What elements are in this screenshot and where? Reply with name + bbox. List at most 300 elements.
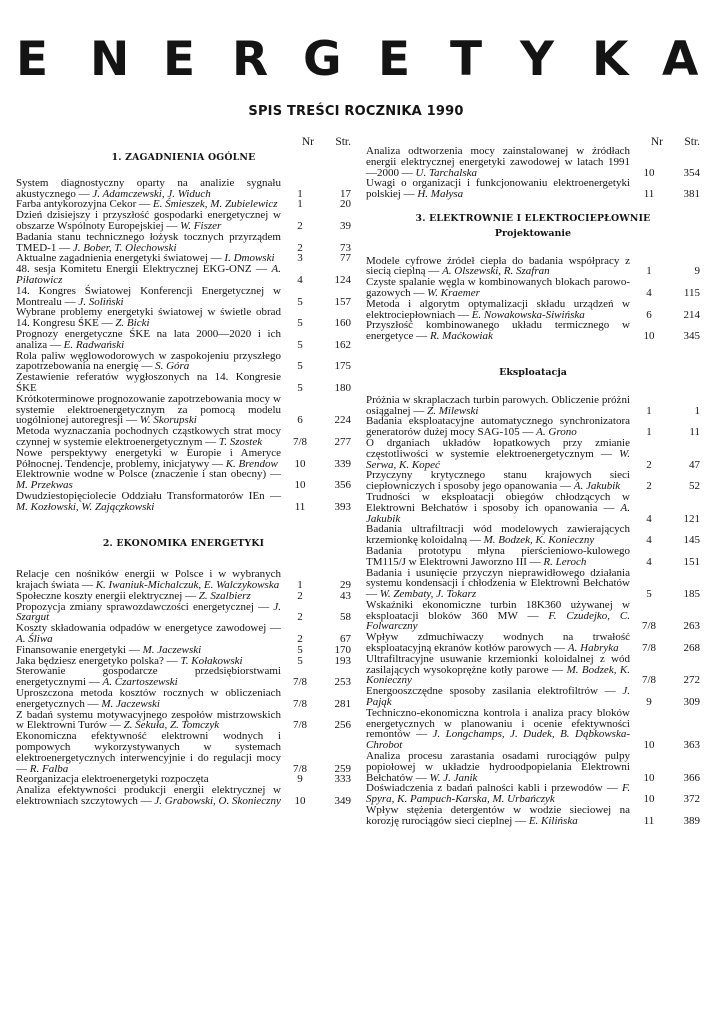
entry-title: Metoda wyznaczania pochodnych cząstkowych strat mocy czynnej w systemie elektroenergetycznym — <box>16 425 281 448</box>
entry-page-number: 11 <box>689 426 700 439</box>
toc-left-column <box>16 134 351 807</box>
entry-text <box>366 568 630 600</box>
entry-title: Dzień dzisiejszy i przyszłość gospodarki energetycznej w obszarze Wspólnoty Europejskiej — <box>16 209 281 232</box>
entry-issue-number: 4 <box>646 512 652 525</box>
entry-issue-number: 5 <box>297 381 303 394</box>
entry-page-number: 1 <box>694 404 700 417</box>
entry-title: Krótkoterminowe prognozowanie zapotrzebowania mocy w systemie elektroenergetycznym za pomocą modelu uogólnionej autoregresji — <box>16 392 281 427</box>
entry-issue-number: 10 <box>643 330 655 343</box>
entry-text <box>366 416 630 438</box>
toc-entry <box>16 210 351 232</box>
toc-entry <box>366 146 700 178</box>
entry-text <box>366 546 630 568</box>
page-subtitle: SPIS TREŚCI ROCZNIKA 1990 <box>248 104 464 119</box>
entry-authors: T. Szostek <box>218 435 263 448</box>
entry-authors: W. Kraemer <box>427 286 480 299</box>
entry-title: Techniczno-ekonomiczna kontrola i analiza pracy bloków energetycznych w planowaniu i ocenie efektywności remontów — <box>366 706 630 741</box>
entry-authors: J. Pająk <box>366 685 630 709</box>
toc-entry <box>366 277 700 299</box>
entry-page-number: 9 <box>694 265 700 278</box>
entry-text <box>366 686 630 708</box>
toc-entry <box>16 329 351 351</box>
entry-title: Ekonomiczna efektywność elektrowni wodnych i pompowych wykorzystywanych w systemach elektroenergetycznych interwencyjnie i do regulacji mocy — <box>16 730 281 775</box>
toc-entry <box>16 232 351 254</box>
entry-page-number: 170 <box>334 643 351 656</box>
masthead-letter: K <box>592 32 629 87</box>
toc-entry <box>16 426 351 448</box>
entry-title: Farba antykorozyjna Cekor — <box>16 198 153 211</box>
entry-text <box>366 438 630 470</box>
entry-title: Nowe perspektywy energetyki w Europie i Ameryce Północnej. Tendencje, problemy, inicjatywy — <box>16 446 281 470</box>
entry-title: Rola paliw węglowodorowych w zaspokojeniu przyszłego zapotrzebowania na energię — <box>16 349 281 373</box>
entry-text <box>366 632 630 654</box>
entry-text <box>16 178 281 200</box>
toc-left-list <box>16 153 351 807</box>
entry-page-number: 29 <box>340 579 351 592</box>
entry-page-number: 39 <box>340 219 351 232</box>
entry-title: 48. sesja Komitetu Energii Elektrycznej EKG-ONZ — <box>16 263 272 276</box>
toc-entry <box>366 320 700 342</box>
entry-page-number: 193 <box>334 654 351 667</box>
entry-page-number: 180 <box>334 381 351 394</box>
entry-text <box>16 623 281 645</box>
entry-authors: A. Jakubik <box>573 480 621 493</box>
masthead-letter: E <box>16 32 49 87</box>
toc-entry <box>366 395 700 417</box>
entry-page-number: 339 <box>334 457 351 470</box>
entry-authors: I. Dmowski <box>224 252 275 265</box>
entry-title: Aktualne zagadnienia energetyki światowej — <box>16 252 225 265</box>
column-header-nr: Nr <box>301 136 314 148</box>
entry-title: Modele cyfrowe źródeł ciepła do badania współpracy z siecią cieplną — <box>366 254 630 278</box>
entry-title: Koszty składowania odpadów w energetyce zawodowej — <box>16 622 281 635</box>
entry-authors: E. Kilińska <box>528 814 578 827</box>
entry-page-number: 349 <box>334 795 351 808</box>
entry-text <box>366 708 630 751</box>
entry-text <box>16 307 281 329</box>
entry-issue-number: 10 <box>643 166 655 179</box>
entry-issue-number: 5 <box>297 643 303 656</box>
entry-text <box>16 232 281 254</box>
entry-text <box>16 210 281 232</box>
entry-text <box>16 666 281 688</box>
entry-text <box>16 372 281 394</box>
entry-text <box>16 329 281 351</box>
entry-title: Doświadczenia z badań palności kabli i przewodów — <box>366 782 622 795</box>
entry-page-number: 354 <box>683 166 700 179</box>
entry-authors: W. Serwa, K. Kopeć <box>366 447 630 471</box>
section-heading: 1. ZAGADNIENIA OGÓLNE <box>111 152 256 163</box>
entry-authors: E. Radwański <box>63 338 125 351</box>
entry-title: Zestawienie referatów wygłoszonych na 14. Kongresie ŚKE <box>16 371 281 394</box>
entry-authors: W. Skorupski <box>139 414 197 427</box>
entry-page-number: 58 <box>340 611 351 624</box>
entry-text <box>16 394 281 426</box>
entry-page-number: 17 <box>340 187 351 200</box>
entry-title: Energooszczędne sposoby zasilania elektrofiltrów — <box>366 685 623 698</box>
entry-authors: S. Góra <box>155 360 190 373</box>
toc-entry <box>366 783 700 805</box>
entry-issue-number: 6 <box>297 414 303 427</box>
entry-page-number: 157 <box>334 295 351 308</box>
toc-entry <box>16 307 351 329</box>
entry-title: Jaka będziesz energetyko polska? — <box>16 654 181 667</box>
entry-issue-number: 2 <box>646 480 652 493</box>
toc-entry <box>16 448 351 470</box>
entry-issue-number: 7/8 <box>292 435 308 448</box>
toc-entry <box>366 654 700 686</box>
entry-text <box>16 688 281 710</box>
entry-authors: F. Czudejko, C. Folwarczny <box>366 609 631 633</box>
entry-authors: A. Olszewski, R. Szafran <box>442 265 550 278</box>
entry-issue-number: 4 <box>297 273 303 286</box>
entry-text <box>366 654 630 686</box>
entry-issue-number: 7/8 <box>292 719 308 732</box>
entry-issue-number: 6 <box>646 308 652 321</box>
entry-authors: W. Fiszer <box>180 219 222 232</box>
entry-issue-number: 1 <box>646 426 652 439</box>
toc-entry <box>366 568 700 600</box>
entry-text <box>366 492 630 524</box>
entry-page-number: 77 <box>340 252 351 265</box>
toc-entry <box>366 546 700 568</box>
entry-authors: J. Adamczewski, J. Widuch <box>92 187 211 200</box>
entry-authors: A. Habryka <box>567 642 619 655</box>
toc-entry <box>16 491 351 513</box>
entry-text <box>16 469 281 491</box>
entry-page-number: 160 <box>334 317 351 330</box>
entry-issue-number: 5 <box>297 317 303 330</box>
entry-page-number: 151 <box>683 555 700 568</box>
entry-text <box>16 351 281 373</box>
entry-title: Wskaźniki ekonomiczne turbin 18K360 używanej w eksploatacji bloków 360 MW — <box>366 598 630 622</box>
toc-entry <box>366 178 700 200</box>
journal-masthead <box>0 32 712 88</box>
entry-title: Relacje cen nośników energii w Polsce i w wybranych krajach świata — <box>16 568 281 592</box>
entry-page-number: 372 <box>683 793 700 806</box>
entry-text <box>366 751 630 783</box>
entry-issue-number: 1 <box>297 187 303 200</box>
entry-authors: Z. Szalbierz <box>198 589 251 602</box>
toc-entry <box>16 569 351 591</box>
entry-authors: A. Czartoszewski <box>102 676 178 689</box>
entry-text <box>16 286 281 308</box>
toc-entry <box>366 524 700 546</box>
entry-title: Propozycja zmiany sprawozdawczości energetycznej — <box>16 600 274 613</box>
entry-page-number: 121 <box>683 512 700 525</box>
entry-text <box>16 491 281 513</box>
entry-authors: J. Longchamps, J. Dudek, B. Dąbkowska-Chrobot <box>366 728 630 752</box>
entry-page-number: 67 <box>340 633 351 646</box>
entry-issue-number: 2 <box>297 219 303 232</box>
entry-text <box>366 600 630 632</box>
toc-entry <box>366 470 700 492</box>
entry-authors: J. Grabowski, O. Skonieczny <box>154 795 281 808</box>
entry-title: System diagnostyczny oparty na analizie sygnału akustycznego — <box>16 176 281 200</box>
entry-page-number: 124 <box>334 273 351 286</box>
section-heading: 2. EKONOMIKA ENERGETYKI <box>102 537 265 549</box>
entry-page-number: 115 <box>683 286 700 299</box>
entry-page-number: 224 <box>334 414 351 427</box>
entry-title: Wybrane problemy energetyki światowej w świetle obrad 14. Kongresu ŚKE — <box>16 306 281 330</box>
subsection-heading: Eksploatacja <box>499 366 567 378</box>
entry-title: Prognozy energetyczne ŚKE na lata 2000—2020 i ich analiza — <box>16 327 281 351</box>
toc-entry <box>16 688 351 710</box>
column-header <box>16 134 351 146</box>
entry-issue-number: 4 <box>646 286 652 299</box>
masthead-letter: E <box>378 32 411 87</box>
entry-issue-number: 11 <box>294 500 306 513</box>
entry-issue-number: 10 <box>294 795 306 808</box>
entry-title: Finansowanie energetyki — <box>16 643 143 656</box>
entry-text <box>366 783 630 805</box>
entry-page-number: 356 <box>334 479 351 492</box>
entry-title: Uproszczona metoda kosztów rocznych w obliczeniach energetycznych — <box>16 687 281 710</box>
entry-authors: M. Bodzek, K. Konieczny <box>366 663 630 687</box>
entry-issue-number: 11 <box>643 188 655 201</box>
entry-issue-number: 7/8 <box>292 676 308 689</box>
entry-page-number: 52 <box>689 480 700 493</box>
toc-right-list <box>366 146 700 827</box>
entry-authors: M. Kozłowski, W. Zając̨zkowski <box>16 500 155 513</box>
entry-issue-number: 7/8 <box>292 762 308 775</box>
entry-title: Badania prototypu młyna pierścieniowo-kulowego TM115/J w Elektrowni Jaworzno III — <box>366 544 630 568</box>
entry-issue-number: 4 <box>646 555 652 568</box>
entry-authors: F. Spyra, K. Pampuch-Karska, M. Urbańczyk <box>366 782 630 806</box>
entry-page-number: 393 <box>334 500 351 513</box>
entry-issue-number: 1 <box>297 579 303 592</box>
entry-text <box>16 264 281 286</box>
entry-text <box>366 178 630 200</box>
entry-title: Metoda i algorytm optymalizacji składu urządzeń w elektrociepłowniach — <box>366 297 630 321</box>
entry-text <box>16 602 281 624</box>
entry-authors: W. J. Janik <box>429 771 478 784</box>
entry-issue-number: 10 <box>294 457 306 470</box>
entry-issue-number: 11 <box>643 814 655 827</box>
entry-issue-number: 10 <box>643 771 655 784</box>
entry-authors: J. Soliński <box>78 295 124 308</box>
entry-text <box>366 524 630 546</box>
entry-text <box>366 277 630 299</box>
entry-title: Przyczyny krytycznego stanu krajowych sieci ciepłowniczych i sposoby jego opanowania — <box>366 469 630 493</box>
entry-page-number: 256 <box>334 719 351 732</box>
entry-issue-number: 5 <box>297 295 303 308</box>
entry-text <box>366 470 630 492</box>
entry-authors: J. Szargut <box>16 600 281 624</box>
masthead-letter: T <box>450 32 483 87</box>
entry-authors: H. Małysa <box>417 188 464 201</box>
entry-page-number: 214 <box>683 308 700 321</box>
masthead-letter: N <box>90 32 130 87</box>
entry-issue-number: 7/8 <box>641 620 657 633</box>
entry-title: Badania stanu technicznego łożysk tocznych przyrządem TMED-1 — <box>16 230 281 254</box>
entry-title: Analiza odtworzenia mocy zainstalowanej w źródłach energii elektrycznej energetyki zawodowej w latach 1991—2000 — <box>366 145 630 179</box>
entry-issue-number: 5 <box>646 588 652 601</box>
entry-title: Elektrownie wodne w Polsce (znaczenie i stan obecny) — <box>16 468 281 481</box>
entry-title: Badania eksploatacyjne automatycznego synchronizatora generatorów dużej mocy SAG-105 — <box>366 415 630 439</box>
entry-text <box>366 256 630 278</box>
entry-authors: Z. Bicki <box>115 317 150 330</box>
toc-entry <box>366 416 700 438</box>
column-header-str: Str. <box>335 136 351 148</box>
entry-issue-number: 5 <box>297 338 303 351</box>
masthead-letter: E <box>163 32 196 87</box>
masthead-letter: R <box>232 32 269 87</box>
entry-title: Ultrafiltracyjne usuwanie krzemionki koloidalnej z wód zasilających wysokoprężne kotły parowe — <box>366 652 630 676</box>
toc-entry <box>16 469 351 491</box>
entry-issue-number: 5 <box>297 654 303 667</box>
entry-page-number: 272 <box>683 674 700 687</box>
entry-title: Sterowanie gospodarcze przedsiębiorstwami energetycznymi — <box>16 665 281 689</box>
entry-text <box>16 731 281 774</box>
section-heading: 3. ELEKTROWNIE I ELEKTROCIEPŁOWNIE <box>415 212 651 224</box>
entry-title: Wpływ zdmuchiwaczy wodnych na trwałość eksploatacyjną ekranów kotłów parowych — <box>366 631 630 655</box>
entry-title: Dwudziestopięciolecie Oddziału Transformatorów IEn — <box>16 489 281 502</box>
entry-page-number: 389 <box>683 814 700 827</box>
entry-authors: E. Nowakowska-Siwińska <box>471 308 585 321</box>
entry-page-number: 253 <box>334 676 351 689</box>
entry-issue-number: 4 <box>646 534 652 547</box>
toc-entry <box>366 708 700 751</box>
entry-issue-number: 10 <box>643 793 655 806</box>
entry-authors: T. Kołakowski <box>180 654 243 667</box>
entry-issue-number: 1 <box>646 404 652 417</box>
entry-issue-number: 9 <box>297 773 303 786</box>
entry-authors: J. Bober, T. Olechowski <box>72 241 177 254</box>
entry-title: Z badań systemu motywacyjnego zespołów mistrzowskich w Elektrowni Turów — <box>16 708 281 732</box>
entry-page-number: 381 <box>683 188 700 201</box>
toc-entry <box>16 178 351 200</box>
entry-authors: Z. Milewski <box>427 404 479 417</box>
toc-entry <box>16 666 351 688</box>
entry-page-number: 333 <box>334 773 351 786</box>
entry-authors: K. Brendow <box>225 457 278 470</box>
entry-title: Społeczne koszty energii elektrycznej — <box>16 589 199 602</box>
subsection-heading: Projektowanie <box>494 227 572 239</box>
toc-entry <box>16 731 351 774</box>
entry-text <box>16 426 281 448</box>
entry-page-number: 20 <box>340 198 351 211</box>
entry-page-number: 345 <box>683 330 700 343</box>
toc-entry <box>16 286 351 308</box>
entry-authors: A. Śliwa <box>16 633 53 646</box>
entry-text <box>16 710 281 732</box>
toc-right-column <box>366 134 700 827</box>
entry-authors: R. Falba <box>29 762 69 775</box>
toc-entry <box>16 372 351 394</box>
entry-issue-number: 2 <box>646 458 652 471</box>
toc-entry <box>16 394 351 426</box>
entry-page-number: 145 <box>683 534 700 547</box>
entry-text <box>366 805 630 827</box>
toc-entry <box>366 805 700 827</box>
entry-page-number: 366 <box>683 771 700 784</box>
entry-authors: A. Piłatowicz <box>16 263 281 286</box>
entry-title: O drganiach układów łopatkowych przy zmianie częstotliwości w systemie elektroenergetycznym — <box>366 436 630 460</box>
entry-title: Analiza procesu zarastania osadami rurociągów pulpy popiołowej w układzie hydroodpopielania Elektrowni Bełchatów — <box>366 750 630 784</box>
column-header-nr: Nr <box>650 136 663 148</box>
toc-entry <box>16 602 351 624</box>
entry-page-number: 363 <box>683 739 700 752</box>
entry-authors: K. Iwaniuk-Michalczuk, E. Walczykowska <box>95 579 280 592</box>
entry-text <box>366 146 630 178</box>
toc-entry <box>366 751 700 783</box>
entry-issue-number: 2 <box>297 611 303 624</box>
entry-authors: Z. Sekuła, Z. Tomczyk <box>123 719 220 732</box>
toc-entry <box>366 438 700 470</box>
toc-entry <box>366 632 700 654</box>
entry-page-number: 259 <box>334 762 351 775</box>
entry-title: 14. Kongres Światowej Konferencji Energetycznej w Montrealu — <box>16 284 281 308</box>
toc-entry <box>366 686 700 708</box>
entry-authors: M. Jaczewski <box>101 697 160 710</box>
entry-authors: A. Jakubik <box>366 501 630 525</box>
toc-entry <box>16 351 351 373</box>
entry-authors: M. Bodzek, K. Konieczny <box>483 534 595 547</box>
entry-authors: M. Przekwas <box>16 479 73 492</box>
entry-page-number: 263 <box>683 620 700 633</box>
entry-authors: R. Leroch <box>543 555 587 568</box>
entry-issue-number: 7/8 <box>641 642 657 655</box>
entry-issue-number: 9 <box>646 696 652 709</box>
toc-entry <box>366 256 700 278</box>
entry-page-number: 175 <box>334 360 351 373</box>
entry-authors: R. Maćkowiak <box>429 330 493 343</box>
entry-title: Badania ultrafiltracji wód modelowych zawierających krzemionkę koloidalną — <box>366 523 630 547</box>
entry-page-number: 281 <box>334 697 351 710</box>
toc-entry <box>16 623 351 645</box>
entry-text <box>366 320 630 342</box>
entry-issue-number: 1 <box>297 198 303 211</box>
entry-page-number: 309 <box>683 696 700 709</box>
entry-issue-number: 7/8 <box>641 674 657 687</box>
entry-text <box>16 569 281 591</box>
entry-page-number: 185 <box>683 588 700 601</box>
entry-authors: A. Grono <box>536 426 577 439</box>
column-header-str: Str. <box>684 136 700 148</box>
entry-title: Czyste spalanie węgla w kombinowanych blokach parowo-gazowych — <box>366 276 630 299</box>
entry-issue-number: 2 <box>297 589 303 602</box>
toc-entry <box>16 264 351 286</box>
entry-issue-number: 5 <box>297 360 303 373</box>
entry-authors: M. Jaczewski <box>142 643 202 656</box>
entry-title: Przyszłość kombinowanego układu termicznego w energetyce — <box>366 319 630 343</box>
entry-issue-number: 3 <box>297 252 303 265</box>
toc-entry <box>366 600 700 632</box>
entry-issue-number: 7/8 <box>292 697 308 710</box>
entry-issue-number: 10 <box>643 739 655 752</box>
entry-authors: E. Śmieszek, M. Zubielewicz <box>152 198 278 211</box>
entry-title: Wpływ stężenia detergentów w wodzie sieciowej na korozję rurociągów sieci cieplnej — <box>366 804 630 827</box>
toc-entry <box>16 710 351 732</box>
entry-title: Analiza efektywności produkcji energii elektrycznej w elektrowniach szczytowych — <box>16 784 281 808</box>
toc-entry <box>366 299 700 321</box>
entry-text <box>366 395 630 417</box>
entry-issue-number: 10 <box>294 479 306 492</box>
entry-page-number: 268 <box>683 642 700 655</box>
entry-authors: U. Tarchalska <box>415 166 478 179</box>
entry-text <box>16 448 281 470</box>
entry-page-number: 162 <box>334 338 351 351</box>
entry-authors: W. Zembaty, J. Tokarz <box>379 588 477 601</box>
entry-title: Reorganizacja elektroenergetyki rozpoczęta <box>16 773 209 786</box>
entry-text <box>366 299 630 321</box>
entry-title: Badania i usunięcie przyczyn nieprawidłowego działania systemu kondensacji i chłodzenia w Elektrowni Bełchatów — <box>366 566 630 601</box>
entry-title: Próżnia w skraplaczach turbin parowych. Obliczenie próżni osiągalnej — <box>366 393 630 417</box>
entry-issue-number: 2 <box>297 241 303 254</box>
entry-text <box>16 785 281 807</box>
entry-page-number: 277 <box>334 435 351 448</box>
